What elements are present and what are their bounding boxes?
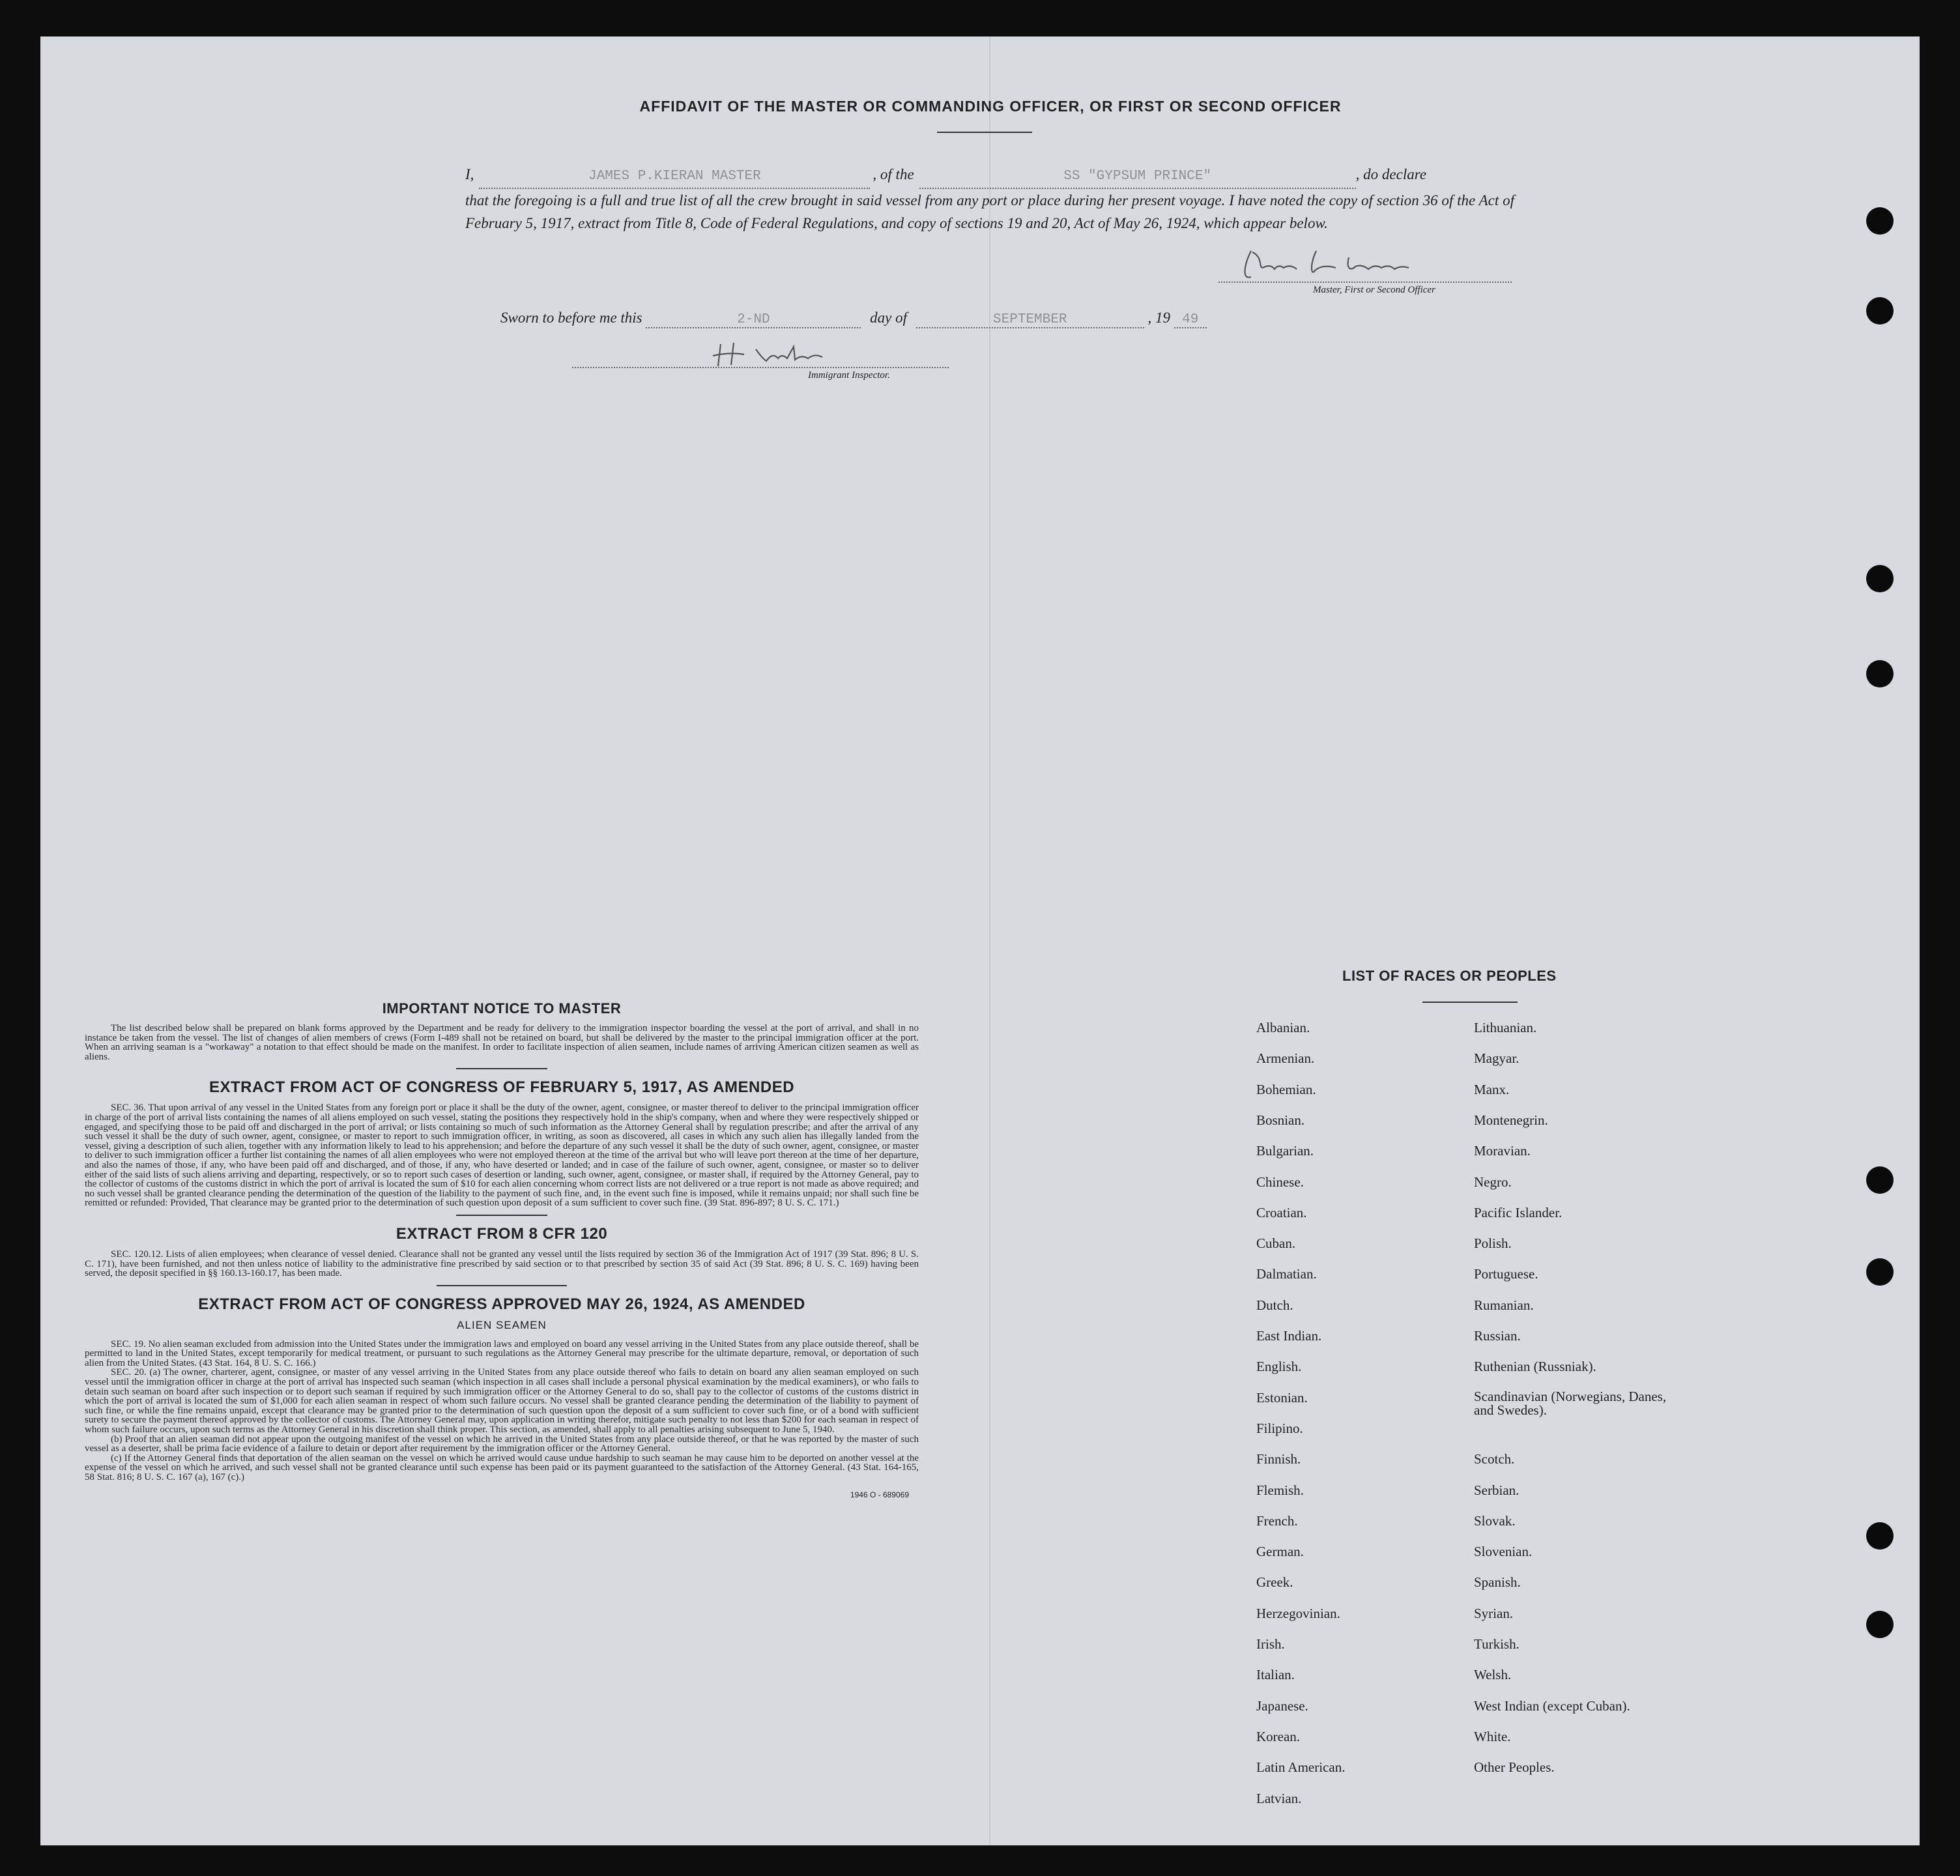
race-item: Scandinavian (Norwegians, Danes, and Swedes). [1474,1388,1667,1418]
affidavit-title: AFFIDAVIT OF THE MASTER OR COMMANDING OFFICER, OR FIRST OR SECOND OFFICER [639,98,1342,115]
sec-20b-paragraph: (b) Proof that an alien seaman did not appear upon the outgoing manifest of the vessel on which he arrived in the United States from any place outside thereof, or that he was reported by the master of such vessel as a deserter, shall be prima facie evidence of a failure to detain or deport after requirement by the immigration officer or the Attorney General. [85,1434,919,1454]
race-item: Flemish. [1256,1482,1304,1498]
year-prefix: , 19 [1147,310,1170,326]
sworn-day-field: 2-ND [646,312,861,328]
punch-hole [1866,207,1894,235]
page-fold [989,36,990,1845]
race-item: White. [1474,1728,1511,1744]
sec-19-paragraph: SEC. 19. No alien seaman excluded from admission into the United States under the immigration laws and employed on board any vessel arriving in the United States from any place outside thereof, shall be permitted to land in the United States, except temporarily for medical treatment, or pursuant to such regulations as the Attorney General may prescribe for the ultimate departure, removal, or deportation of such alien from the United States. (43 Stat. 164, 8 U. S. C. 166.) [85,1338,919,1368]
race-item: Lithuanian. [1474,1020,1537,1035]
notice-paragraph: The list described below shall be prepared on blank forms approved by the Department and be ready for delivery to the immigration inspector boarding the vessel at the port of arrival, and shall in no instance be taken from the vessel. The list of changes of alien members of crews (Form I-489 shall not be retained on board, but shall be delivered by the master to the principal immigration officer at the port. When an arriving seaman is a "workaway" a notation to that effect should be made on the manifest. In order to facilitate inspection of alien seamen, include names of arriving American citizen seamen as well as aliens. [85,1023,919,1062]
race-item: Dalmatian. [1256,1266,1317,1282]
extract-1924-text [85,1340,919,1482]
punch-hole [1866,1611,1894,1638]
sworn-line [500,310,1207,328]
race-item: Portuguese. [1474,1266,1538,1282]
race-item: Irish. [1256,1636,1285,1652]
race-item: Bohemian. [1256,1081,1316,1097]
race-item: Estonian. [1256,1389,1308,1406]
master-signature [1238,244,1486,283]
race-item: Syrian. [1474,1605,1514,1621]
race-item: Montenegrin. [1474,1112,1548,1128]
extract-cfr-title: EXTRACT FROM 8 CFR 120 [396,1224,608,1243]
affidavit-declaration [465,163,1514,235]
race-item: French. [1256,1512,1298,1529]
race-item: Bosnian. [1256,1112,1305,1128]
sec-20c-paragraph: (c) If the Attorney General finds that deportation of the alien seaman on the vessel on which he arrived would cause undue hardship to such seaman he may cause him to be deported on another vessel at the expense of the vessel on which he arrived, and such vessel shall not be granted clearance until such expense has been paid or its payment guaranteed to the satisfaction of the Attorney General. (43 Stat. 164-165, 58 Stat. 816; 8 U. S. C. 167 (a), 167 (c).) [85,1452,919,1482]
race-item: Dutch. [1256,1297,1293,1313]
race-item: Chinese. [1256,1174,1304,1190]
document-page [40,36,1920,1845]
notice-section [85,1000,919,1499]
extract-1917-text [85,1103,919,1208]
master-signature-line [1218,281,1512,283]
race-item: Pacific Islander. [1474,1204,1563,1220]
sworn-label: Sworn to before me this [500,310,642,326]
punch-hole [1866,1258,1894,1286]
race-item: Korean. [1256,1728,1301,1744]
notice-title: IMPORTANT NOTICE TO MASTER [382,1000,622,1017]
races-title: LIST OF RACES OR PEOPLES [1342,968,1557,984]
race-item: Slovenian. [1474,1544,1533,1560]
race-item: English. [1256,1359,1302,1375]
race-item: Polish. [1474,1235,1512,1252]
race-item: Greek. [1256,1574,1293,1591]
notice-text [85,1024,919,1061]
race-item: Moravian. [1474,1143,1531,1159]
race-item: German. [1256,1544,1304,1560]
race-item: Welsh. [1474,1667,1512,1683]
race-item: Japanese. [1256,1697,1308,1714]
inspector-signature-line [572,367,949,368]
race-item: Latvian. [1256,1790,1302,1806]
sworn-year-field: 49 [1174,312,1207,328]
race-item: Manx. [1474,1081,1510,1097]
race-item: Magyar. [1474,1050,1520,1067]
extract-cfr-divider [437,1285,567,1286]
race-item: Croatian. [1256,1204,1307,1220]
race-item: Other Peoples. [1474,1759,1555,1776]
race-item: Turkish. [1474,1636,1520,1652]
race-item: Albanian. [1256,1020,1310,1035]
master-name-field: JAMES P.KIERAN MASTER [479,165,870,189]
race-item: Slovak. [1474,1512,1516,1529]
punch-hole [1866,1522,1894,1550]
master-caption: Master, First or Second Officer [1313,285,1435,295]
notice-divider [456,1068,547,1069]
race-item: Finnish. [1256,1451,1301,1467]
race-item: Serbian. [1474,1482,1520,1498]
punch-hole [1866,660,1894,687]
vessel-name-field: SS "GYPSUM PRINCE" [919,165,1356,189]
extract-cfr-text [85,1250,919,1278]
race-item: Filipino. [1256,1420,1303,1436]
declaration-text: that the foregoing is a full and true list of all the crew brought in said vessel from any port or place during her present voyage. I have noted the copy of section 36 of the Act of February 5, 1917, extract from Title 8, Code of Federal Regulations, and copy of sections 19 and 20, Act of May 26, 1924, which appear below. [465,192,1514,231]
race-item: Herzegovinian. [1256,1605,1340,1621]
day-of-label: day of [870,310,907,326]
race-item: Rumanian. [1474,1297,1534,1313]
race-item: West Indian (except Cuban). [1474,1697,1630,1714]
race-item: Negro. [1474,1174,1512,1190]
race-item: Spanish. [1474,1574,1521,1591]
i-label: I, [465,166,474,182]
extract-1917-paragraph: SEC. 36. That upon arrival of any vessel in the United States from any foreign port or place it shall be the duty of the owner, agent, consignee, or master thereof to deliver to the principal immigration officer in charge of the port of arrival lists containing the names of all aliens employed on such vessel, stating the positions they respectively hold in the ship's company, when and where they were respectively shipped or engaged, and specifying those to be paid off and discharged in the port of arrival; or lists containing so much of such information as the Attorney General shall by regulation prescribe; and after the arrival of any such vessel it shall be the duty of such owner, agent, consignee, or master to report to such immigration officer, in writing, as soon as discovered, all cases in which any such alien has illegally landed from the vessel, giving a description of such alien, together with any information likely to lead to his apprehension; and before the departure of any such vessel it shall be the duty of such owner, agent, consignee, or master to deliver to such immigration officer a further list containing the names of all alien employees who were not employed thereon at the time of the arrival but who will leave port thereon at the time of her departure, and also the names of those, if any, who have been paid off and discharged, and of those, if any, who have deserted or landed; and in case of the failure of such owner, agent, consignee, or master so to deliver either of the said lists of such aliens arriving and departing, respectively, or so to report such cases of desertion or landing, such owner, agent, consignee, or master shall, if required by the Attorney General, pay to the collector of customs of the customs district in which the port of arrival is located the sum of $10 for each alien concerning whom correct lists are not delivered or a true report is not made as above required; and no such vessel shall be granted clearance pending the determination of the question of the liability to the payment of such fine, and, in the event such fine is imposed, while it remains unpaid; nor shall such fine be remitted or refunded: Provided, That clearance may be granted prior to the determination of such question upon deposit of a sum sufficient to cover such fine. (39 Stat. 896-897; 8 U. S. C. 171.) [85,1103,919,1209]
race-item: Bulgarian. [1256,1143,1314,1159]
extract-cfr-paragraph: SEC. 120.12. Lists of alien employees; when clearance of vessel denied. Clearance shall not be granted any vessel until the lists required by section 36 of the Immigration Act of 1917 (39 Stat. 896; 8 U. S. C. 171), have been furnished, and not then unless notice of liability to the administrative fine prescribed by said section or to that prescribed by section 35 of said Act (39 Stat. 896; 8 U. S. C. 169) having been served, the deposit specified in §§ 160.13-160.17, has been made. [85,1248,919,1279]
sec-20a-paragraph: SEC. 20. (a) The owner, charterer, agent, consignee, or master of any vessel arriving in the United States from any place outside thereof who fails to detain on board any alien seaman employed on such vessel until the immigration officer in charge at the port of arrival has inspected such seaman (which inspection in all cases shall include a personal physical examination by the medical examiners), or who fails to detain such seaman on board after such inspection or to deport such seaman if required by such immigration officer or the Attorney General to do so, shall pay to the collector of customs of the customs district in which the port of arrival is located the sum of $1,000 for each alien seaman in respect of whom such failure occurs. No vessel shall be granted clearance pending the determination of the liability to payment of such fine, or while the fine remains unpaid, except that clearance may be granted prior to the determination of such question upon the deposit of a sum sufficient to cover such fine, or of a bond with sufficient surety to secure the payment thereof approved by the collector of customs. The Attorney General may, upon application in writing therefor, mitigate such penalty to not less than $200 for each seaman in respect of whom such failure occurs, upon such terms as the Attorney General in his discretion shall think proper. This section, as amended, shall apply to all penalties arising subsequent to June 5, 1940. [85,1367,919,1436]
print-code: 1946 O - 689069 [850,1490,909,1499]
races-divider [1422,1002,1518,1003]
punch-hole [1866,297,1894,325]
of-the-label: , of the [872,166,914,182]
inspector-caption: Immigrant Inspector. [808,370,890,381]
sworn-month-field: SEPTEMBER [916,312,1144,328]
punch-hole [1866,565,1894,592]
race-item: Armenian. [1256,1050,1315,1067]
race-item: Italian. [1256,1667,1295,1683]
race-item: Latin American. [1256,1759,1346,1776]
race-item: Ruthenian (Russniak). [1474,1359,1596,1375]
extract-1917-divider [456,1215,547,1216]
title-divider [937,132,1032,133]
extract-1917-title: EXTRACT FROM ACT OF CONGRESS OF FEBRUARY 5, 1917, AS AMENDED [209,1078,795,1097]
race-item: Cuban. [1256,1235,1296,1252]
punch-hole [1866,1166,1894,1194]
race-item: East Indian. [1256,1328,1322,1344]
extract-1924-subtitle: ALIEN SEAMEN [457,1318,547,1331]
do-declare-label: , do declare [1355,166,1427,182]
extract-1924-title: EXTRACT FROM ACT OF CONGRESS APPROVED MAY 26, 1924, AS AMENDED [198,1295,805,1313]
race-item: Russian. [1474,1328,1521,1344]
race-item: Scotch. [1474,1451,1515,1467]
